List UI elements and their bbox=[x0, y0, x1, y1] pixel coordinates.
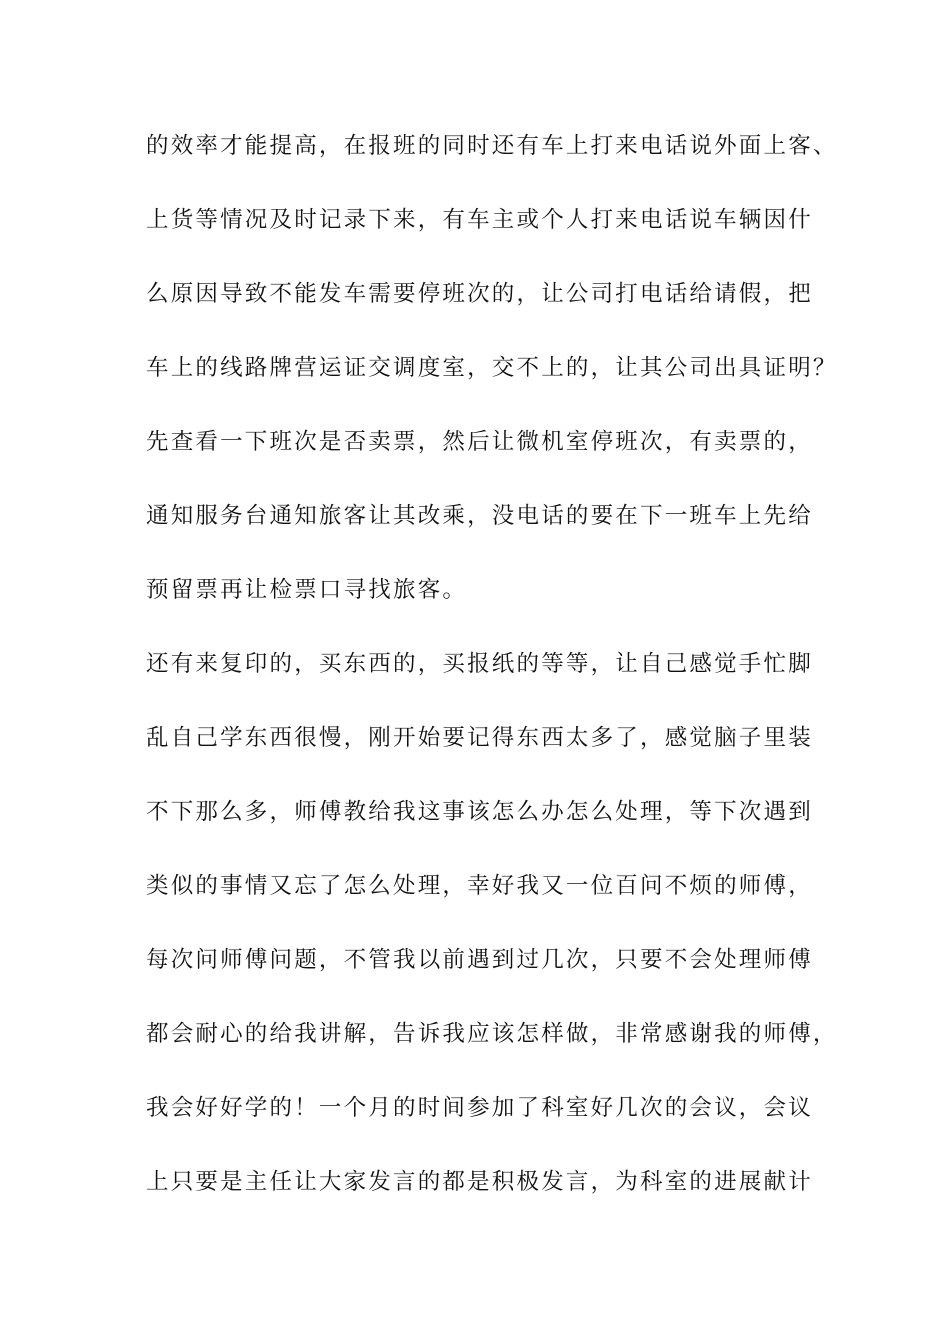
text-line-9: 乱自己学东西很慢，刚开始要记得东西太多了，感觉脑子里装 bbox=[146, 725, 813, 751]
text-line-1: 的效率才能提高，在报班的同时还有车上打来电话说外面上客、 bbox=[146, 133, 838, 159]
text-line-15: 上只要是主任让大家发言的都是积极发言，为科室的进展献计 bbox=[146, 1169, 813, 1195]
text-line-12: 每次问师傅问题，不管我以前遇到过几次，只要不会处理师傅 bbox=[146, 947, 813, 973]
body-text bbox=[146, 126, 838, 1236]
text-line-13: 都会耐心的给我讲解，告诉我应该怎样做，非常感谢我的师傅， bbox=[146, 1021, 838, 1047]
text-line-2: 上货等情况及时记录下来，有车主或个人打来电话说车辆因什 bbox=[146, 207, 813, 233]
text-line-6: 通知服务台通知旅客让其改乘，没电话的要在下一班车上先给 bbox=[146, 503, 813, 529]
text-line-8: 还有来复印的，买东西的，买报纸的等等，让自己感觉手忙脚 bbox=[146, 651, 813, 677]
text-line-7: 预留票再让检票口寻找旅客。 bbox=[146, 577, 468, 603]
text-line-4: 车上的线路牌营运证交调度室，交不上的，让其公司出具证明？ bbox=[146, 355, 838, 381]
text-line-14: 我会好好学的！一个月的时间参加了科室好几次的会议，会议 bbox=[146, 1095, 813, 1121]
text-line-5: 先查看一下班次是否卖票，然后让微机室停班次，有卖票的， bbox=[146, 429, 813, 455]
text-line-10: 不下那么多，师傅教给我这事该怎么办怎么处理，等下次遇到 bbox=[146, 799, 813, 825]
text-line-3: 么原因导致不能发车需要停班次的，让公司打电话给请假，把 bbox=[146, 281, 813, 307]
text-line-11: 类似的事情又忘了怎么处理，幸好我又一位百问不烦的师傅， bbox=[146, 873, 813, 899]
